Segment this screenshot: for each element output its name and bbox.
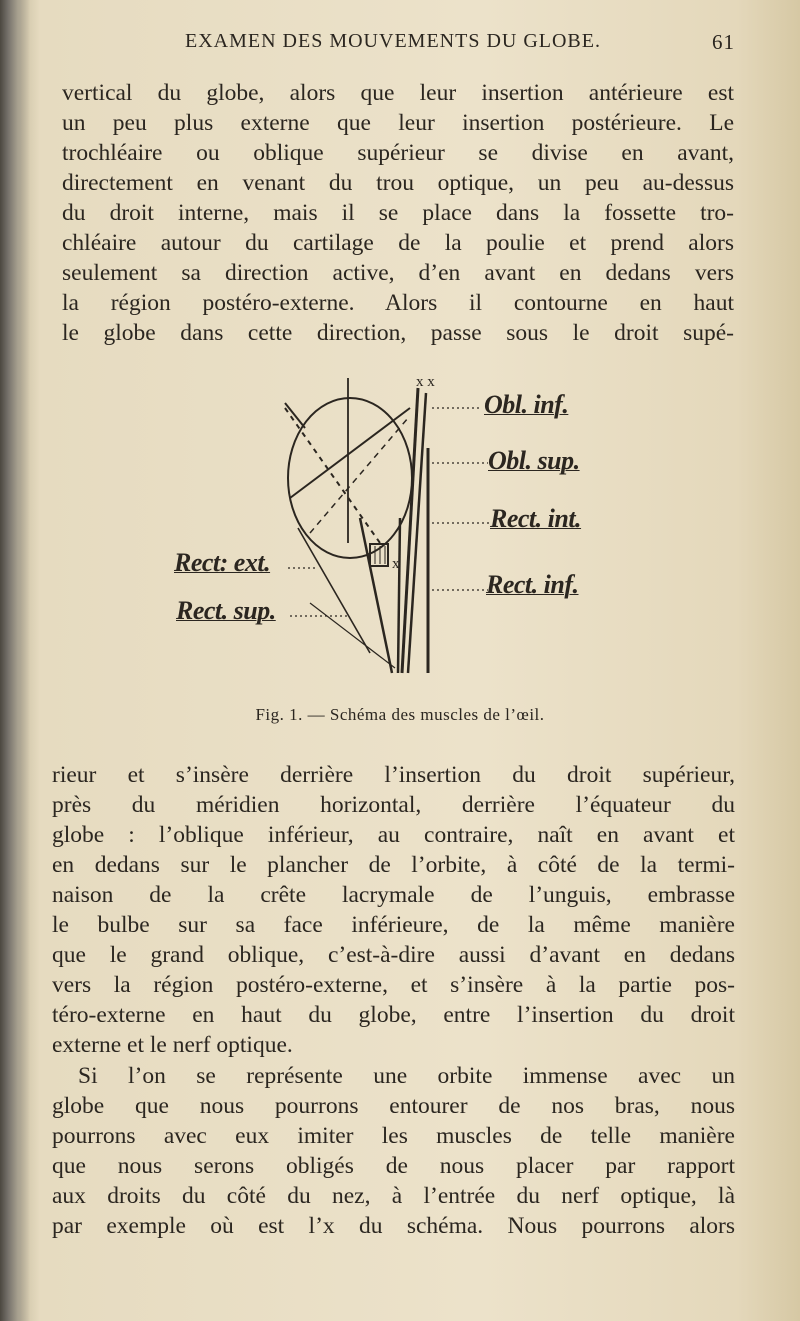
label-rect-inf: Rect. inf. [486,570,579,599]
figure-caption: Fig. 1. — Schéma des muscles de l’œil. [255,705,545,724]
text-line: en dedans sur le plancher de l’orbite, à côté de la termi- [52,852,735,878]
text-line: vers la région postéro-externe, et s’insère à la partie pos- [52,972,735,998]
label-rect-ext: Rect: ext. [174,548,271,577]
page-number: 61 [712,30,735,54]
text-line: le bulbe sur sa face inférieure, de la même manière [52,912,735,938]
text-line: externe et le nerf optique. [52,1032,293,1058]
oblique-line-1 [290,408,410,498]
text-line: globe que nous pourrons entourer de nos bras, nous [52,1093,735,1119]
text-line: chléaire autour du cartilage de la poulie et prend alors [62,230,734,256]
eye-muscle-schema-figure [170,368,640,688]
text-line: Si l’on se représente une orbite immense avec un [78,1063,735,1089]
eyeball-outline [288,398,412,558]
side-x-mark: x [392,556,400,572]
running-head [60,30,740,60]
text-line: directement en venant du trou optique, un peu au-dessus [62,170,734,196]
paragraph-2 [52,760,735,1060]
text-line: téro-externe en haut du globe, entre l’insertion du droit [52,1002,735,1028]
paragraph-3 [52,1061,735,1241]
paragraph-1 [62,78,734,348]
label-rect-sup: Rect. sup. [176,596,276,625]
text-line: que le grand oblique, c’est-à-dire aussi d’avant en dedans [52,942,735,968]
text-line: trochléaire ou oblique supérieur se divise en avant, [62,140,734,166]
text-line: par exemple où est l’x du schéma. Nous pourrons alors [52,1213,735,1239]
rectus-line-4 [398,518,400,673]
label-rect-int: Rect. int. [490,504,582,533]
text-line: le globe dans cette direction, passe sous le droit supé- [62,320,734,346]
text-line: que nous serons obligés de nous placer par rapport [52,1153,735,1179]
book-binding-shadow [0,0,30,1321]
text-line: rieur et s’insère derrière l’insertion du droit supérieur, [52,762,735,788]
top-x-marks: x x [416,374,435,390]
oblique-line-2 [310,418,408,533]
oblique-tick [285,403,305,428]
text-line: naison de la crête lacrymale de l’unguis, embrasse [52,882,735,908]
running-head-title: EXAMEN DES MOUVEMENTS DU GLOBE. [185,30,601,52]
text-line: du droit interne, mais il se place dans la fossette tro- [62,200,734,226]
text-line: globe : l’oblique inférieur, au contraire, naît en avant et [52,822,735,848]
text-line: vertical du globe, alors que leur insertion antérieure est [62,80,734,106]
label-obl-inf: Obl. inf. [484,390,569,419]
funnel-line-inner [310,603,395,668]
text-line: pourrons avec eux imiter les muscles de telle manière [52,1123,735,1149]
text-line: près du méridien horizontal, derrière l’équateur du [52,792,735,818]
text-line: aux droits du côté du nez, à l’entrée du nerf optique, là [52,1183,735,1209]
label-obl-sup: Obl. sup. [488,446,580,475]
text-line: un peu plus externe que leur insertion postérieure. Le [62,110,734,136]
text-line: la région postéro-externe. Alors il contourne en haut [62,290,734,316]
funnel-line-left [298,528,370,653]
text-line: seulement sa direction active, d’en avant en dedans vers [62,260,734,286]
